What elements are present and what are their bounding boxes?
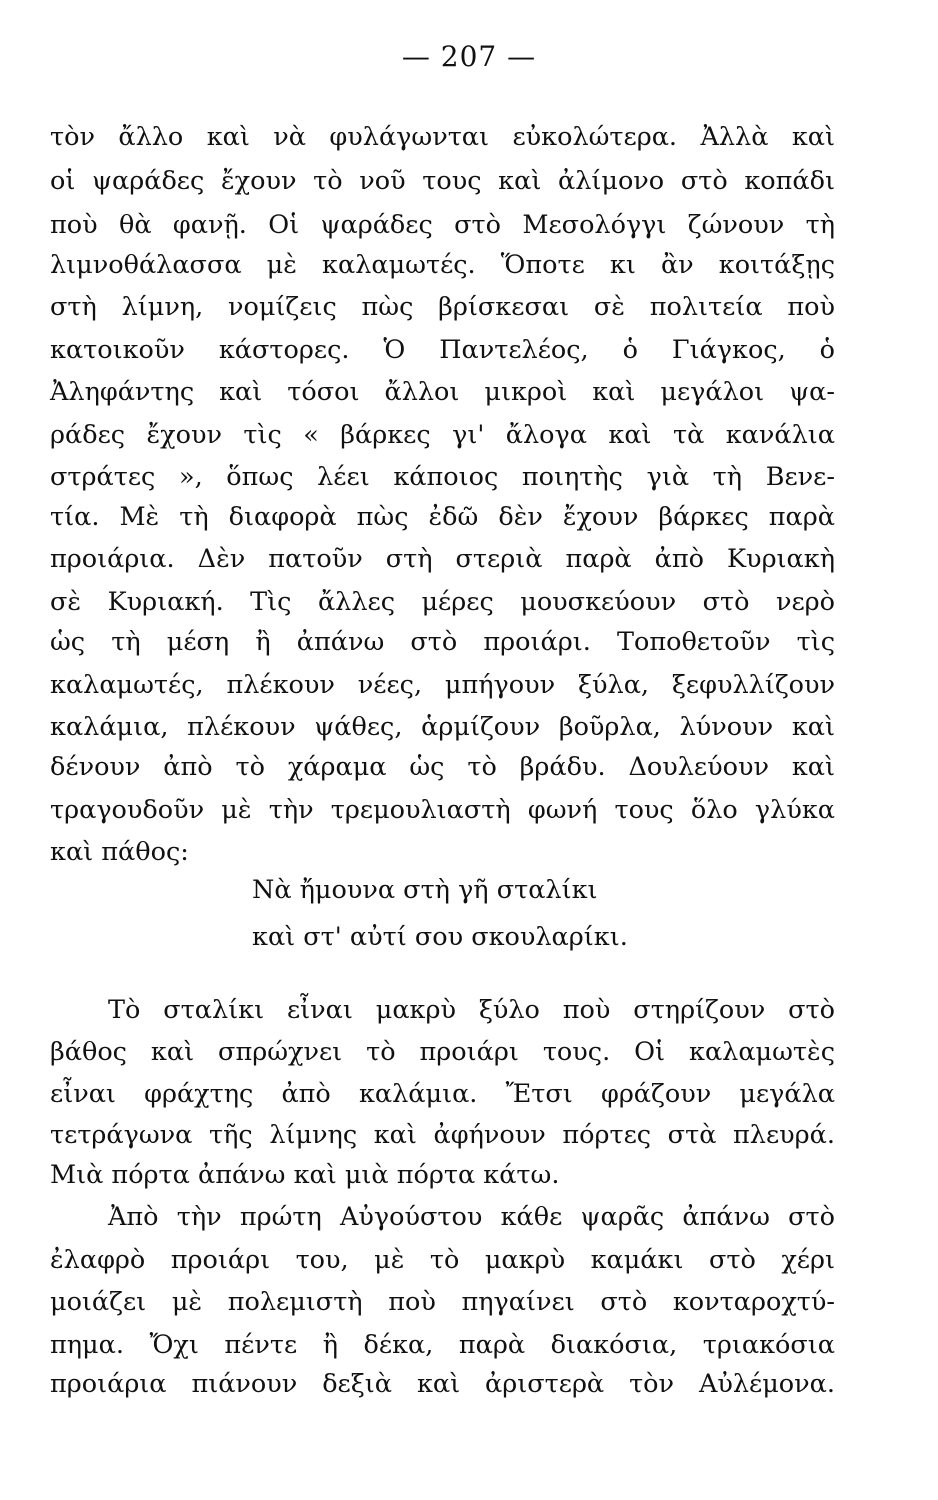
text-line: λιμνοθάλασσα μὲ καλαμωτές. Ὅποτε κι ἂν κοιτάξῃς — [50, 250, 835, 280]
text-line: ἐλαφρὸ προιάρι του, μὲ τὸ μακρὺ καμάκι στὸ χέρι — [50, 1245, 835, 1275]
text-line: τία. Μὲ τὴ διαφορὰ πὼς ἐδῶ δὲν ἔχουν βάρκες παρὰ — [50, 502, 835, 532]
text-line: στράτες », ὅπως λέει κάποιος ποιητὴς γιὰ τὴ Βενε- — [50, 462, 835, 492]
text-line: βάθος καὶ σπρώχνει τὸ προιάρι τους. Οἱ καλαμωτὲς — [50, 1037, 835, 1067]
text-line: οἱ ψαράδες ἔχουν τὸ νοῦ τους καὶ ἀλίμονο στὸ κοπάδι — [50, 166, 835, 196]
page-number: — 207 — — [401, 40, 537, 73]
text-line: ποὺ θὰ φανῇ. Οἱ ψαράδες στὸ Μεσολόγγι ζώνουν τὴ — [50, 210, 835, 240]
text-line: προιάρια. Δὲν πατοῦν στὴ στεριὰ παρὰ ἀπὸ Κυριακὴ — [50, 544, 835, 574]
text-line: κατοικοῦν κάστορες. Ὁ Παντελέος, ὁ Γιάγκος, ὁ — [50, 335, 835, 365]
text-line: ράδες ἔχουν τὶς « βάρκες γι' ἄλογα καὶ τὰ κανάλια — [50, 420, 835, 450]
text-line: Τὸ σταλίκι εἶναι μακρὺ ξύλο ποὺ στηρίζουν στὸ — [108, 995, 835, 1025]
text-line: καλαμωτές, πλέκουν νέες, μπήγουν ξύλα, ξεφυλλίζουν — [50, 670, 835, 700]
text-line: τετράγωνα τῆς λίμνης καὶ ἀφήνουν πόρτες στὰ πλευρά. — [50, 1120, 835, 1150]
text-line: προιάρια πιάνουν δεξιὰ καὶ ἀριστερὰ τὸν Αὐλέμονα. — [50, 1369, 835, 1399]
text-line: Ἀπὸ τὴν πρώτη Αὐγούστου κάθε ψαρᾶς ἀπάνω στὸ — [108, 1202, 835, 1232]
verse-line: Νὰ ἤμουνα στὴ γῆ σταλίκι — [252, 875, 598, 905]
text-line: καλάμια, πλέκουν ψάθες, ἁρμίζουν βοῦρλα, λύνουν καὶ — [50, 712, 835, 742]
text-line: ὡς τὴ μέση ἢ ἀπάνω στὸ προιάρι. Τοποθετοῦν τὶς — [50, 627, 835, 657]
text-line: τὸν ἄλλο καὶ νὰ φυλάγωνται εὐκολώτερα. Ἀλλὰ καὶ — [50, 122, 835, 152]
text-line: εἶναι φράχτης ἀπὸ καλάμια. Ἔτσι φράζουν μεγάλα — [50, 1079, 835, 1109]
verse-line: καὶ στ' αὐτί σου σκουλαρίκι. — [252, 922, 628, 952]
text-line: τραγουδοῦν μὲ τὴν τρεμουλιαστὴ φωνή τους ὅλο γλύκα — [50, 795, 835, 825]
text-line: δένουν ἀπὸ τὸ χάραμα ὡς τὸ βράδυ. Δουλεύουν καὶ — [50, 752, 835, 782]
text-line: στὴ λίμνη, νομίζεις πὼς βρίσκεσαι σὲ πολιτεία ποὺ — [50, 292, 835, 322]
text-line: πημα. Ὄχι πέντε ἢ δέκα, παρὰ διακόσια, τριακόσια — [50, 1330, 835, 1360]
text-line: Μιὰ πόρτα ἀπάνω καὶ μιὰ πόρτα κάτω. — [50, 1160, 560, 1190]
text-line: Ἀληφάντης καὶ τόσοι ἄλλοι μικροὶ καὶ μεγάλοι ψα- — [50, 377, 835, 407]
text-line: σὲ Κυριακή. Τὶς ἄλλες μέρες μουσκεύουν στὸ νερὸ — [50, 587, 835, 617]
text-line: καὶ πάθος: — [50, 837, 189, 867]
text-line: μοιάζει μὲ πολεμιστὴ ποὺ πηγαίνει στὸ κονταροχτύ- — [50, 1287, 835, 1317]
